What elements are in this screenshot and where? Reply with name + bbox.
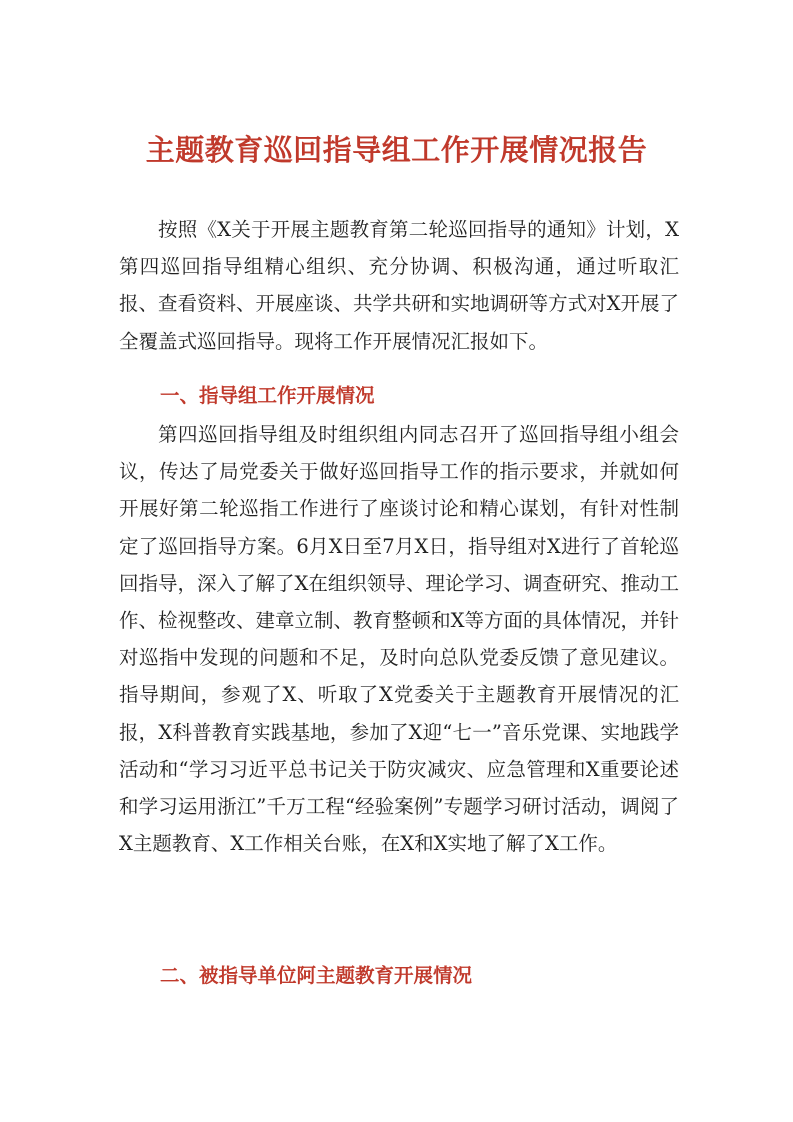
document-title: 主题教育巡回指导组工作开展情况报告 — [145, 133, 648, 167]
paragraph-section-1: 第四巡回指导组及时组织组内同志召开了巡回指导组小组会议，传达了局党委关于做好巡回指导工作的指示要求，并就如何开展好第二轮巡指工作进行了座谈讨论和精心谋划，有针对性制定了巡回指导方案。6月X日至7月X日，指导组对X进行了首轮巡回指导，深入了解了X在组织领导、理论学习、调查研究、推动工作、检视整改、建章立制、教育整顿和X等方面的具体情况，并针对巡指中发现的问题和不足，及时向总队党委反馈了意见建议。指导期间，参观了X、听取了X党委关于主题教育开展情况的汇报，X科普教育实践基地，参加了X迎“七一”音乐党课、实地践学活动和“学习习近平总书记关于防灾减灾、应急管理和X重要论述和学习运用浙江”千万工程“经验案例”专题学习研讨活动，调阅了X主题教育、X工作相关台账，在X和X实地了解了X工作。 — [119, 423, 679, 856]
section-heading-2: 二、被指导单位阿主题教育开展情况 — [160, 964, 473, 987]
paragraph-intro: 按照《X关于开展主题教育第二轮巡回指导的通知》计划，X第四巡回指导组精心组织、充分协调、积极沟通，通过听取汇报、查看资料、开展座谈、共学共研和实地调研等方式对X开展了全覆盖式巡回指导。现将工作开展情况汇报如下。 — [119, 218, 679, 353]
section-heading-1: 一、指导组工作开展情况 — [160, 384, 375, 407]
